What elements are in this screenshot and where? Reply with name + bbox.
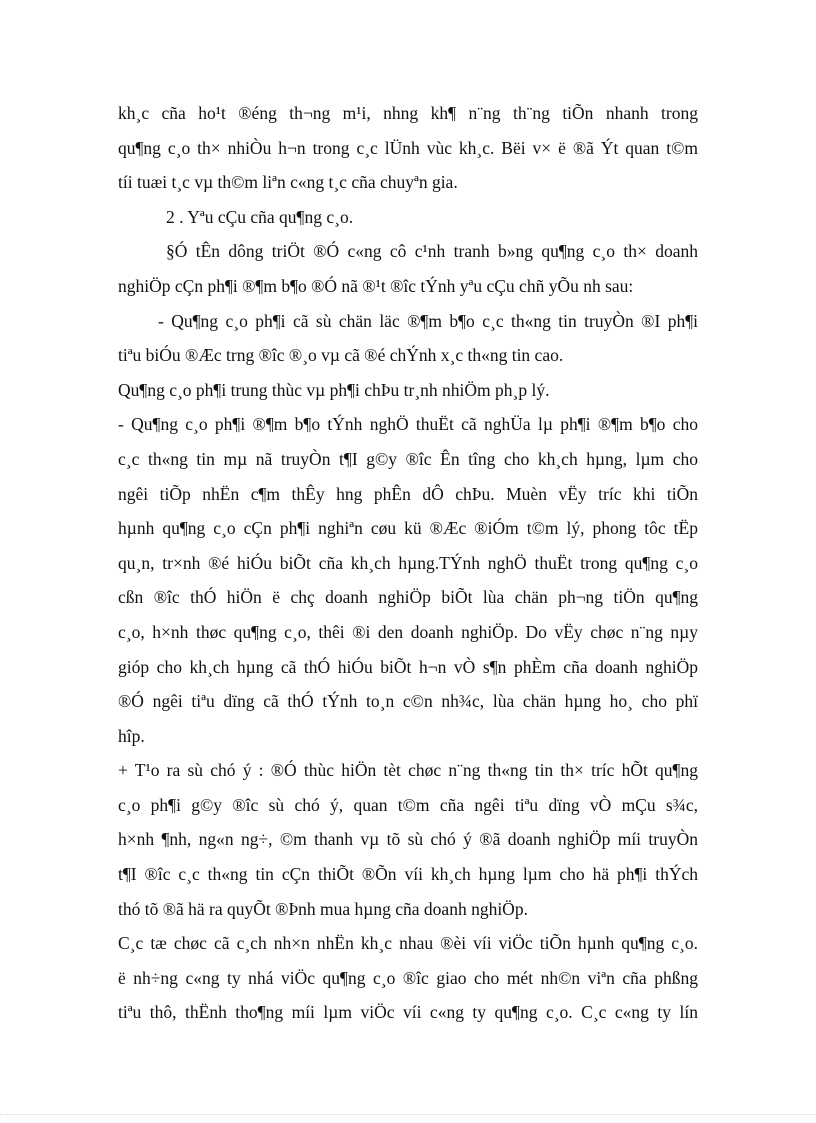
text-line: tíi tuæi t¸c vµ th©m liªn c«ng t¸c cña chuyªn gia. [118,172,458,193]
text-line: qu¶ng c¸o th× nhiÒu h¬n trong c¸c lÜnh vùc kh¸c. Bëi v× ë ®ã Ýt quan t©m [118,137,698,158]
text-line: ë nh÷ng c«ng ty nhá viÖc qu¶ng c¸o ®îc giao cho mét nh©n viªn cña phßng [118,967,698,988]
text-line: thó tõ ®ã hä ra quyÕt ®Þnh mua hµng cña doanh nghiÖp. [118,898,528,919]
text-line: c¸o ph¶i g©y ®îc sù chó ý, quan t©m cña ngêi tiªu dïng vÒ mÇu s¾c, [118,794,698,815]
text-line: t¶I ®îc c¸c th«ng tin cÇn thiÕt ®Õn víi kh¸ch hµng lµm cho hä ph¶i thÝch [118,864,698,885]
text-line: C¸c tæ chøc cã c¸ch nh×n nhËn kh¸c nhau ®èi víi viÖc tiÕn hµnh qu¶ng c¸o. [118,933,698,954]
text-line: ®Ó ngêi tiªu dïng cã thÓ tÝnh to¸n c©n nh¾c, lùa chän hµng ho¸ cho phï [118,691,698,712]
text-line: §Ó tÊn dông triÖt ®Ó c«ng cô c¹nh tranh b»ng qu¶ng c¸o th× doanh [166,241,698,262]
text-line: c¸c th«ng tin mµ nã truyÒn t¶I g©y ®îc Ên tîng cho kh¸ch hµng, lµm cho [118,448,698,469]
text-line: ngêi tiÕp nhËn c¶m thÊy hng phÊn dÔ chÞu. Muèn vËy tríc khi tiÕn [118,483,698,504]
text-line: nghiÖp cÇn ph¶i ®¶m b¶o ®Ó nã ®¹t ®îc tÝnh yªu cÇu chñ yÕu nh sau: [118,275,634,296]
page-bottom-divider [0,1114,816,1115]
text-line: gióp cho kh¸ch hµng cã thÓ hiÓu biÕt h¬n vÒ s¶n phÈm cña doanh nghiÖp [118,656,698,677]
text-line: cßn ®îc thÓ hiÖn ë chç doanh nghiÖp biÕt lùa chän ph¬ng tiÖn qu¶ng [118,587,698,608]
text-line: Qu¶ng c¸o ph¶i trung thùc vµ ph¶i chÞu tr¸nh nhiÖm ph¸p lý. [118,379,550,400]
text-line: hîp. [118,725,145,746]
text-line: c¸o, h×nh thøc qu¶ng c¸o, thêi ®i den doanh nghiÖp. Do vËy chøc n¨ng nµy [118,621,698,642]
text-line: tiªu biÓu ®Æc trng ®îc ®¸o vµ cã ®é chÝnh x¸c th«ng tin cao. [118,345,564,366]
text-line: kh¸c cña ho¹t ®éng th¬ng m¹i, nhng kh¶ n¨ng th¨ng tiÕn nhanh trong [118,103,698,123]
section-heading: 2 . Yªu cÇu cña qu¶ng c¸o. [166,206,354,227]
text-line: - Qu¶ng c¸o ph¶i ®¶m b¶o tÝnh nghÖ thuËt cã nghÜa lµ ph¶i ®¶m b¶o cho [118,414,698,435]
text-line: hµnh qu¶ng c¸o cÇn ph¶i nghiªn cøu kü ®Æc ®iÓm t©m lý, phong tôc tËp [118,518,698,539]
text-line: tiªu thô, thËnh tho¶ng míi lµm viÖc víi c«ng ty qu¶ng c¸o. C¸c c«ng ty lín [118,1002,698,1023]
text-line: + T¹o ra sù chó ý : ®Ó thùc hiÖn tèt chøc n¨ng th«ng tin th× tríc hÕt qu¶ng [118,760,698,781]
text-line: qu¸n, tr×nh ®é hiÓu biÕt cña kh¸ch hµng.TÝnh nghÖ thuËt trong qu¶ng c¸o [118,552,698,573]
document-body [118,96,698,1030]
text-line: - Qu¶ng c¸o ph¶i cã sù chän läc ®¶m b¶o c¸c th«ng tin truyÒn ®I ph¶i [158,310,698,331]
text-line: h×nh ¶nh, ng«n ng÷, ©m thanh vµ tõ sù chó ý ®ã doanh nghiÖp míi truyÒn [118,829,698,850]
